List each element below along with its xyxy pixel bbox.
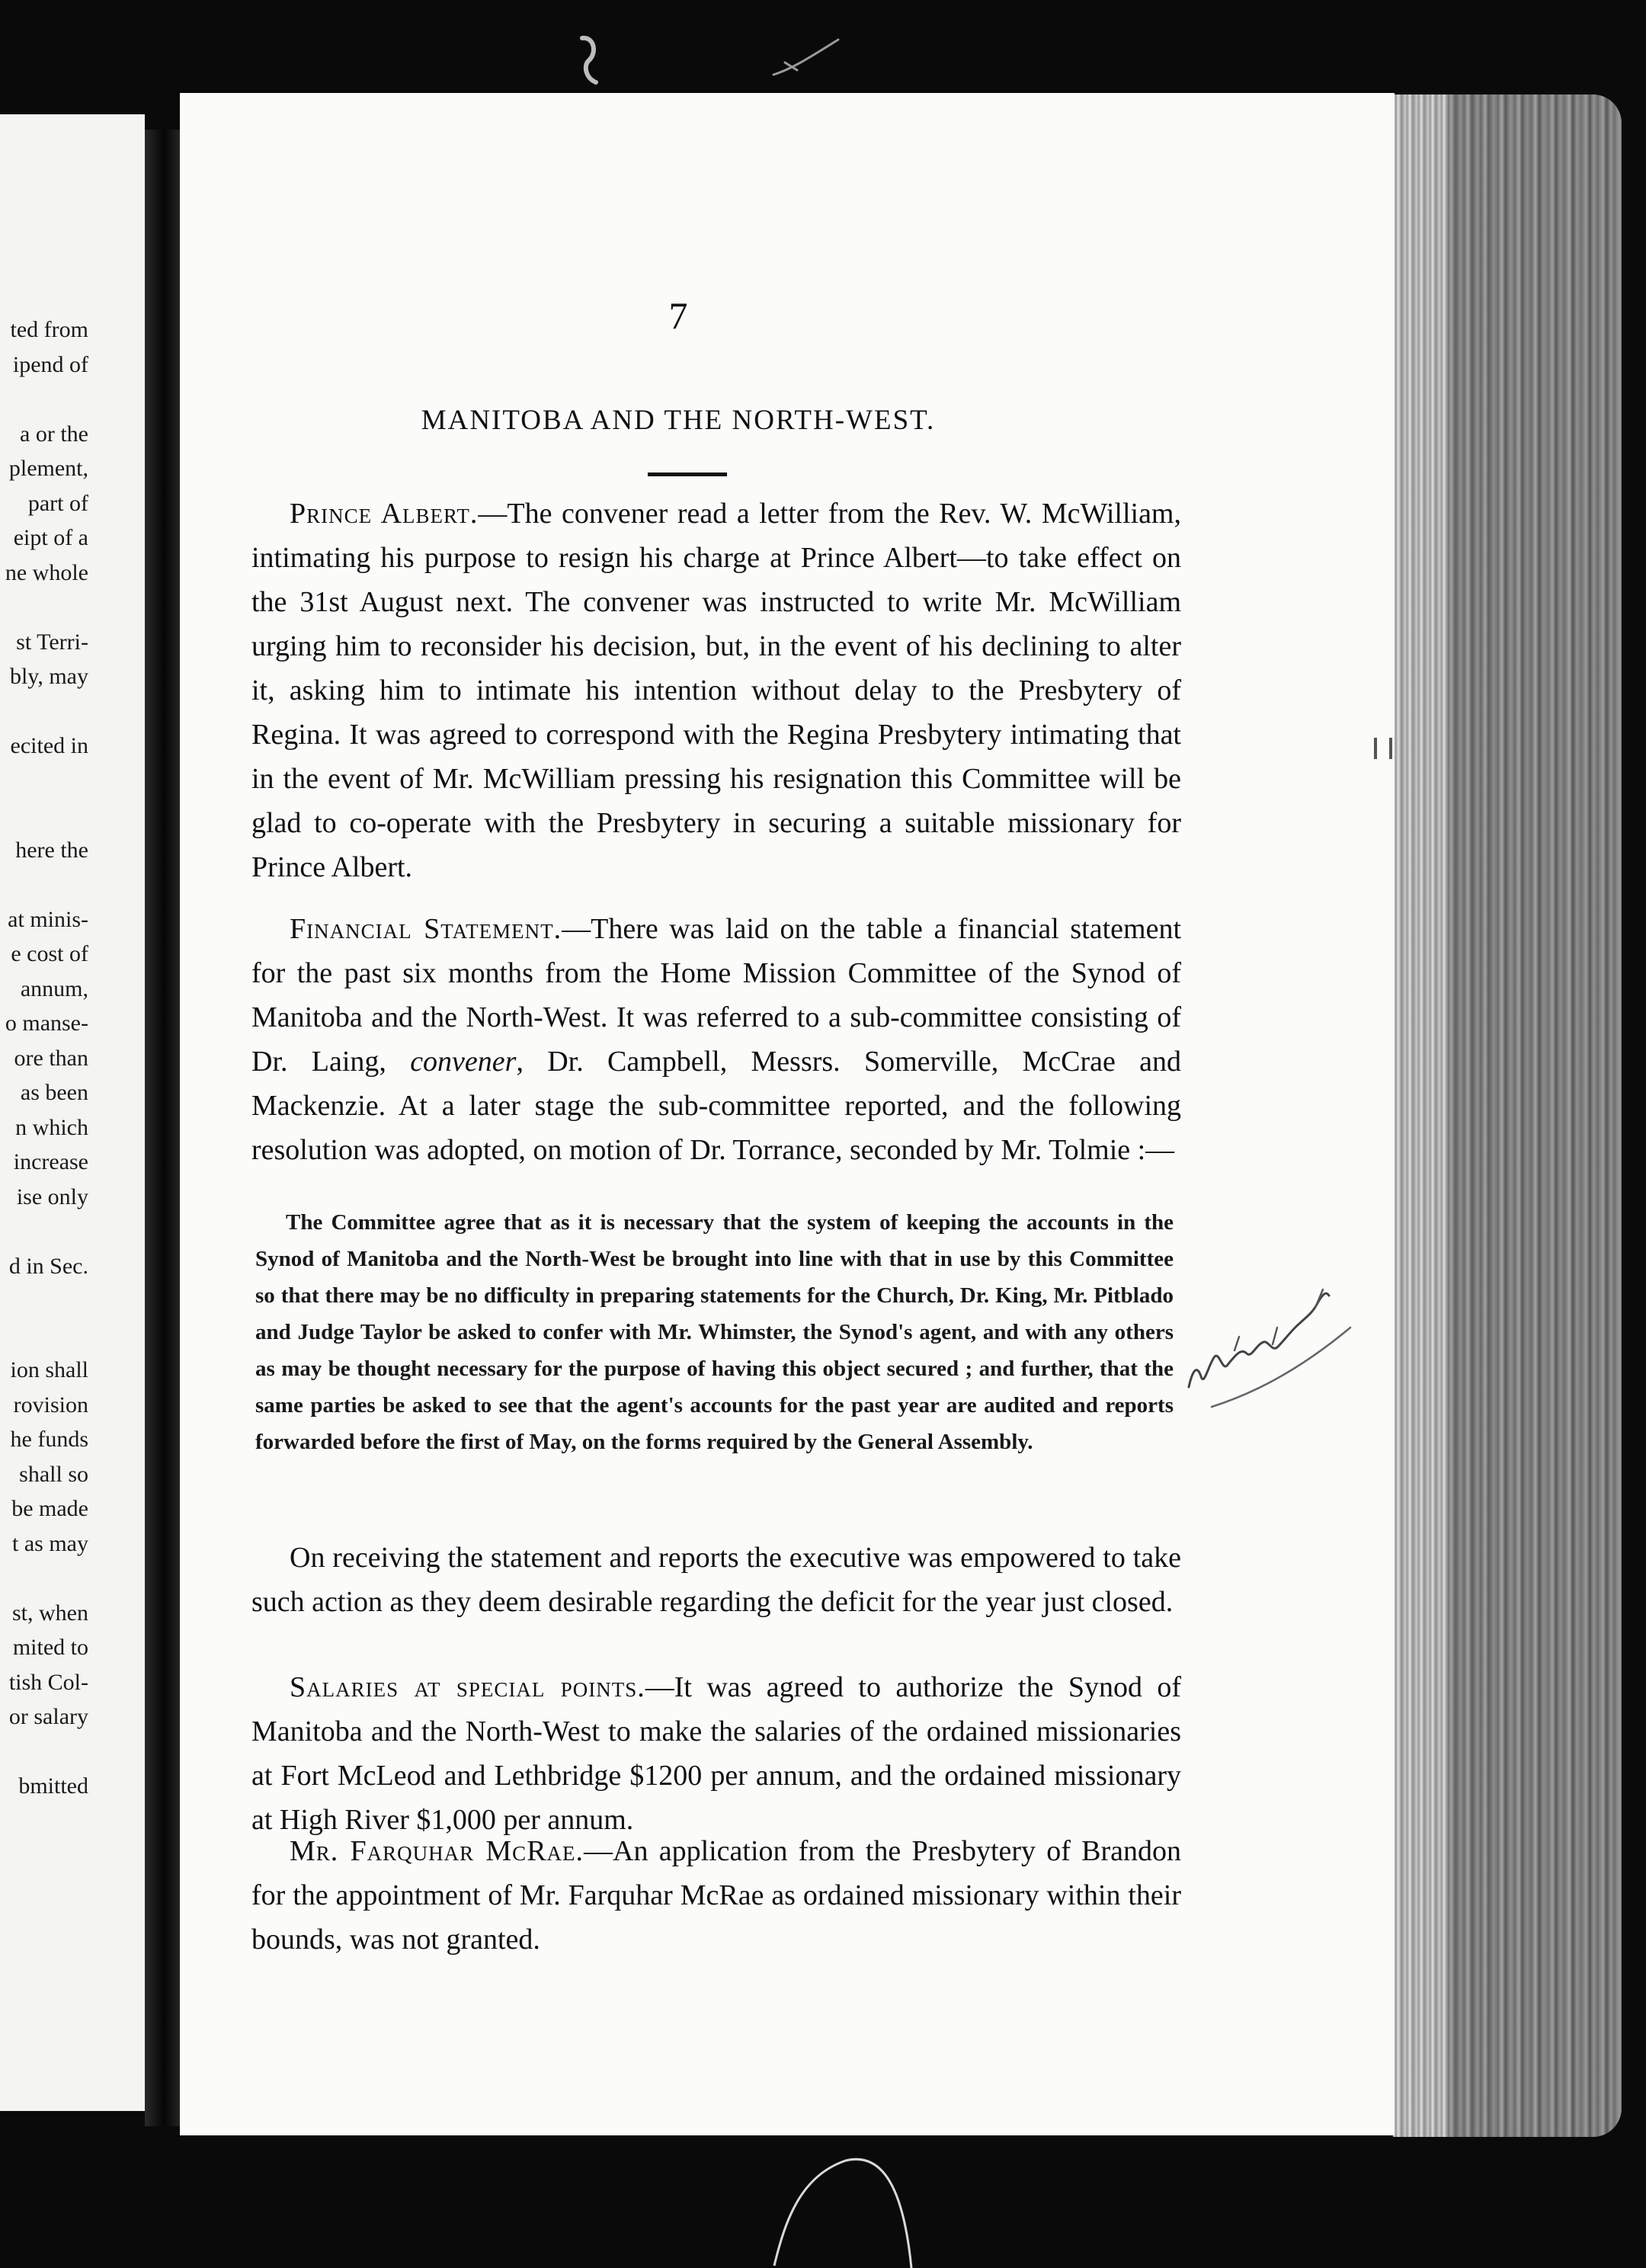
left-page-line	[0, 867, 88, 902]
left-page-line	[0, 1735, 88, 1770]
convener-italic: convener	[410, 1046, 517, 1078]
left-page-line: plement,	[8, 456, 88, 481]
left-page-text-fragments	[0, 312, 88, 1804]
paragraph-body: —An application from the Presbytery of Brandon for the appointment of Mr. Farquhar McRae as ordained missionary within their bounds, was not granted.	[251, 1835, 1181, 1956]
left-page-line: part of	[27, 490, 88, 516]
paragraph-prince-albert	[251, 492, 1181, 889]
left-page-line: tish Col-	[8, 1669, 88, 1695]
paragraph-mcrae	[251, 1829, 1181, 1962]
book-page-edges	[1393, 94, 1622, 2137]
left-page-line: d in Sec.	[8, 1253, 88, 1279]
page-number: 7	[668, 294, 688, 337]
left-page-line: t as may	[12, 1530, 88, 1556]
heading-rule	[648, 472, 727, 476]
left-page-line: ne whole	[5, 559, 88, 585]
left-page-line	[0, 1214, 88, 1249]
left-page-line: e cost of	[11, 941, 88, 966]
left-page-line: eipt of a	[13, 525, 88, 550]
run-in-title: Salaries at special points.	[290, 1671, 645, 1703]
left-page-line: as been	[20, 1080, 88, 1105]
left-page-line: ecited in	[10, 733, 88, 758]
left-page-line	[0, 590, 88, 625]
left-page-line: mited to	[12, 1635, 88, 1660]
left-page-line: he funds	[10, 1427, 88, 1452]
left-page-line	[0, 382, 88, 417]
left-page-line: ion shall	[10, 1357, 88, 1382]
paragraph-body: —The convener read a letter from the Rev. W. McWilliam, intimating his purpose to resign his charge at Prince Albert—to take effect on the 31st August next. The convener was instructed to write Mr. McWilliam urging him to reconsider his decision, but, in the event of his declining to alter it, asking him to intimate his intention without delay to the Presbytery of Regina. It was agreed to correspond with the Regina Presbytery intimating that in the event of Mr. McWilliam pressing his resignation this Committee will be glad to co-operate with the Presbytery in securing a suitable missionary for Prince Albert.	[251, 498, 1181, 883]
resolution-block: The Committee agree that as it is necessary that the system of keeping the accounts in the Synod of Manitoba and the North-West be brought into line with that in use by this Committee so that there may be no difficulty in preparing statements for the Church, Dr. King, Mr. Pitblado and Judge Taylor be asked to confer with Mr. Whimster, the Synod's agent, and with any others as may be thought necessary for the purpose of having this object secured ; and further, that the same parties be asked to see that the agent's accounts for the past year are audited and reports forwarded before the first of May, on the forms required by the General Assembly.	[255, 1210, 1174, 1454]
left-page-line: ise only	[16, 1184, 88, 1209]
paragraph-salaries	[251, 1665, 1181, 1842]
pencil-tick-icon	[770, 30, 846, 84]
left-page-line	[0, 1283, 88, 1318]
paragraph-body: —It was agreed to authorize the Synod of Manitoba and the North-West to make the salaries of the ordained missionaries at Fort McLeod and Lethbridge $1200 per annum, and the ordained missionary at High River $1,000 per annum.	[251, 1671, 1181, 1836]
left-page-line: a or the	[20, 421, 88, 447]
section-heading: MANITOBA AND THE NORTH-WEST.	[421, 405, 936, 436]
left-page-line: be made	[11, 1496, 88, 1521]
page-edge-shadow	[1448, 94, 1622, 2137]
left-page-line: or salary	[8, 1704, 88, 1729]
left-page-line: bmitted	[18, 1773, 88, 1799]
left-page-line: ted from	[10, 317, 88, 342]
margin-mark	[1374, 738, 1392, 759]
run-in-title: Mr. Farquhar McRae.	[290, 1835, 584, 1867]
left-page-line: n which	[15, 1114, 88, 1140]
left-page-line: bly, may	[9, 664, 88, 689]
left-page-line: at minis-	[8, 906, 88, 932]
left-page-line: st, when	[12, 1600, 88, 1626]
book-gutter	[145, 130, 183, 2126]
paragraph-body-continued: , Dr. Campbell, Messrs. Somerville, McCrae and Mackenzie. At a later stage the sub-committee reported, and the following resolution was adopted, on motion of Dr. Torrance, seconded by Mr. Tolmie :—	[251, 1046, 1181, 1166]
left-page-line: shall so	[19, 1461, 88, 1487]
left-page-line: o manse-	[5, 1011, 88, 1036]
clip-mark-icon	[572, 30, 610, 91]
left-page-line: ore than	[14, 1045, 88, 1071]
left-page-line	[0, 1561, 88, 1596]
left-page	[0, 114, 145, 2111]
left-page-line: st Terri-	[16, 629, 88, 655]
left-page-line	[0, 798, 88, 833]
left-page-line	[0, 764, 88, 799]
left-page-line	[0, 1318, 88, 1353]
paragraph-body: —There was laid on the table a financial statement for the past six months from the Home Mission Committee of the Synod of Manitoba and the North-West. It was referred to a sub-committee consisting of Dr. Laing,	[251, 913, 1181, 1078]
thread-mark-icon	[770, 2130, 922, 2268]
left-page-line: annum,	[20, 975, 88, 1001]
left-page-line	[0, 694, 88, 729]
left-page-line: increase	[13, 1149, 88, 1174]
left-page-line: ipend of	[12, 351, 88, 377]
run-in-title: Prince Albert.	[290, 498, 479, 530]
left-page-line: rovision	[13, 1392, 88, 1418]
left-page-line: here the	[15, 837, 88, 863]
handwritten-signature-icon	[1181, 1273, 1356, 1418]
run-in-title: Financial Statement.	[290, 913, 562, 945]
paragraph-executive: On receiving the statement and reports the executive was empowered to take such action as they deem desirable regarding the deficit for the year just closed.	[251, 1542, 1181, 1618]
paragraph-financial-statement	[251, 907, 1181, 1172]
